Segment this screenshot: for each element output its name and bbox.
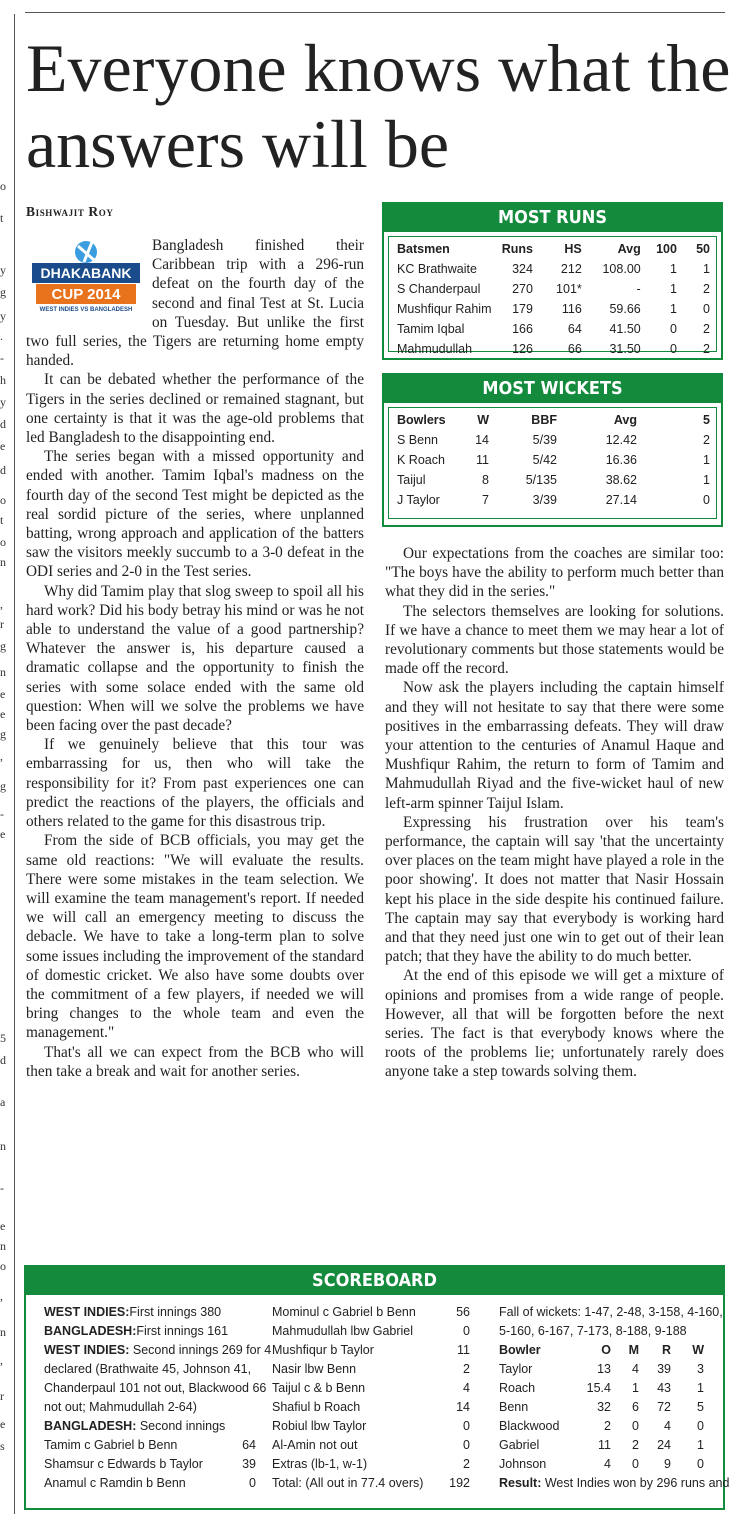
table-row — [397, 450, 710, 470]
batsman-runs: 14 — [456, 1400, 470, 1414]
article-column-1 — [26, 236, 364, 1081]
batsman-dismissal: Mushfiqur b Taylor — [272, 1343, 374, 1357]
bowling-figure: 4 — [664, 1419, 671, 1433]
margin-fragment: g — [0, 779, 6, 793]
margin-fragment: e — [0, 827, 6, 841]
batting-row — [272, 1360, 470, 1379]
bowling-figure: 3 — [697, 1362, 704, 1376]
table-cell: 11 — [476, 453, 489, 467]
batting-row — [272, 1379, 470, 1398]
margin-fragment: - — [0, 351, 4, 365]
batsman-dismissal: Anamul c Ramdin b Benn — [44, 1476, 186, 1490]
batsman-dismissal: Taijul c & b Benn — [272, 1381, 366, 1395]
table-cell: 166 — [512, 322, 533, 336]
table-cell: 179 — [512, 302, 533, 316]
table-cell: 38.62 — [605, 473, 637, 487]
table-cell: Taijul — [397, 473, 426, 487]
column-header: Avg — [613, 413, 637, 427]
margin-fragment: d — [0, 417, 6, 431]
bowling-figure: 0 — [632, 1419, 639, 1433]
margin-fragment: e — [0, 707, 6, 721]
table-cell: 1 — [669, 282, 677, 296]
table-cell: 16.36 — [605, 453, 637, 467]
bowling-figure: 0 — [697, 1457, 704, 1471]
table-cell: S Chanderpaul — [397, 282, 481, 296]
batsman-dismissal: Tamim c Gabriel b Benn — [44, 1438, 178, 1452]
margin-fragment: , — [0, 1353, 3, 1367]
batting-row — [272, 1436, 470, 1455]
dhaka-bank-cup-logo — [26, 236, 146, 320]
article-paragraph: Bangladesh finished their Caribbean trip with a 296-run defeat on the fourth day of the second and final Test at St. Lucia on Tuesday. But unlike the first two full series, the Tigers are returning home empty handed. — [26, 237, 364, 370]
bowler-name: Benn — [499, 1400, 529, 1414]
ban-first-innings: BANGLADESH:First innings 161 — [44, 1324, 229, 1338]
batsman-runs: 56 — [456, 1305, 470, 1319]
margin-fragment: r — [0, 1389, 4, 1403]
batting-row — [272, 1341, 470, 1360]
bowling-row — [499, 1379, 705, 1398]
table-cell: 64 — [567, 322, 582, 336]
bowling-figure: 32 — [597, 1400, 611, 1414]
table-cell: S Benn — [397, 433, 439, 447]
margin-fragment: n — [0, 1325, 6, 1339]
bowling-figure: M — [628, 1343, 639, 1357]
batsman-dismissal: Total: (All out in 77.4 overs) — [272, 1476, 424, 1490]
table-cell: Tamim Iqbal — [397, 322, 465, 336]
table-cell: 1 — [669, 262, 677, 276]
margin-fragment: , — [0, 597, 3, 611]
article-column-2 — [385, 544, 724, 1082]
bowling-figure: 0 — [632, 1457, 639, 1471]
scoreboard-box — [24, 1265, 730, 1510]
table-cell: Mahmudullah — [397, 342, 473, 356]
batting-row — [272, 1417, 470, 1436]
batsman-runs: 64 — [242, 1438, 256, 1452]
byline: Bishwajit Roy — [26, 204, 114, 219]
table-cell: 2 — [703, 282, 710, 296]
batsman-runs: 0 — [463, 1438, 470, 1452]
batting-row — [272, 1322, 470, 1341]
table-cell: 59.66 — [609, 302, 641, 316]
margin-fragment: g — [0, 727, 6, 741]
table-cell: - — [636, 282, 641, 296]
margin-fragment: . — [0, 329, 3, 343]
wi-first-innings: WEST INDIES:First innings 380 — [44, 1305, 222, 1319]
most-wickets-title: MOST WICKETS — [384, 375, 721, 403]
bowling-figure: W — [692, 1343, 704, 1357]
margin-fragment: d — [0, 1053, 6, 1067]
margin-fragment: n — [0, 555, 6, 569]
most-wickets-table — [397, 410, 710, 510]
table-row — [397, 319, 710, 339]
margin-fragment: s — [0, 1439, 5, 1453]
scoreboard-title: SCOREBOARD — [26, 1267, 723, 1295]
batting-row — [44, 1436, 256, 1455]
most-runs-title: MOST RUNS — [384, 204, 721, 232]
batsman-runs: 0 — [463, 1419, 470, 1433]
scoreboard-bowling — [499, 1303, 730, 1493]
table-cell: 324 — [512, 262, 533, 276]
table-cell: 1 — [703, 473, 710, 487]
table-cell: J Taylor — [397, 493, 440, 507]
column-header: Bowlers — [397, 413, 446, 427]
bowling-row — [499, 1398, 705, 1417]
table-cell: 0 — [669, 342, 677, 356]
table-cell: 2 — [703, 342, 710, 356]
margin-fragment: o — [0, 1259, 6, 1273]
bowling-figure: 4 — [604, 1457, 611, 1471]
wi-second-innings: WEST INDIES: Second innings 269 for 4 — [44, 1343, 272, 1357]
fall-of-wickets: 5-160, 6-167, 7-173, 8-188, 9-188 — [499, 1324, 687, 1338]
margin-fragment: n — [0, 665, 6, 679]
margin-fragment: g — [0, 285, 6, 299]
margin-fragment: e — [0, 1417, 6, 1431]
bowling-figure: 11 — [598, 1438, 611, 1452]
bowling-figure: 5 — [697, 1400, 704, 1414]
bowling-figure: 2 — [632, 1438, 639, 1452]
margin-fragment: a — [0, 1095, 6, 1109]
margin-fragment: - — [0, 807, 4, 821]
margin-fragment: y — [0, 309, 6, 323]
batsman-runs: 2 — [463, 1457, 470, 1471]
column-header: Batsmen — [397, 242, 450, 256]
logo-brand: DHAKABANK — [40, 265, 132, 281]
bowling-figure: 0 — [697, 1419, 704, 1433]
bowling-figure: 43 — [657, 1381, 671, 1395]
table-cell: 1 — [669, 302, 677, 316]
column-header: 100 — [656, 242, 677, 256]
article-paragraph: Now ask the players including the captain himself and they will not hesitate to say that there were some positives in the embarrassing defeats. They will draw your attention to the centuries of Anamul Haque and Mushfiqur Rahim, the return to form of Tamim and Mahmudullah Riyad and the five-wicket haul of new left-arm spinner Taijul Islam. — [385, 679, 724, 812]
margin-fragment: o — [0, 535, 6, 549]
table-cell: KC Brathwaite — [397, 262, 477, 276]
article-paragraph: The selectors themselves are looking for solutions. If we have a chance to meet them we may hear a lot of revolutionary comments but those statements would be made off the record. — [385, 602, 724, 678]
batsman-runs: 11 — [457, 1343, 470, 1357]
table-row — [397, 259, 710, 279]
batting-row — [272, 1398, 470, 1417]
table-cell: 41.50 — [609, 322, 641, 336]
batting-row — [272, 1455, 470, 1474]
column-header: W — [477, 413, 489, 427]
margin-fragment: r — [0, 617, 4, 631]
bowling-figure: 2 — [604, 1419, 611, 1433]
column-header: HS — [564, 242, 582, 256]
batsman-dismissal: Nasir lbw Benn — [272, 1362, 357, 1376]
wi-second-detail: declared (Brathwaite 45, Johnson 41, — [44, 1362, 252, 1376]
table-cell: 116 — [561, 302, 582, 316]
margin-fragment: e — [0, 687, 6, 701]
scoreboard-innings — [44, 1303, 272, 1493]
column-rule — [14, 14, 15, 1514]
table-cell: 212 — [560, 262, 582, 276]
table-cell: 270 — [512, 282, 533, 296]
table-cell: 101* — [556, 282, 582, 296]
batsman-dismissal: Mahmudullah lbw Gabriel — [272, 1324, 414, 1338]
bowling-row — [499, 1360, 705, 1379]
table-cell: 0 — [703, 493, 710, 507]
margin-fragment: e — [0, 439, 6, 453]
batsman-runs: 192 — [449, 1476, 470, 1490]
table-cell: 8 — [482, 473, 489, 487]
batsman-runs: 39 — [242, 1457, 256, 1471]
table-cell: 14 — [475, 433, 489, 447]
table-cell: 108.00 — [602, 262, 641, 276]
batsman-dismissal: Extras (lb-1, w-1) — [272, 1457, 368, 1471]
batting-row — [272, 1303, 470, 1322]
wi-second-detail: Chanderpaul 101 not out, Blackwood 66 — [44, 1381, 267, 1395]
scoreboard-batting — [272, 1303, 470, 1493]
bowler-name: Gabriel — [499, 1438, 540, 1452]
batsman-runs: 4 — [463, 1381, 470, 1395]
table-cell: 126 — [512, 342, 533, 356]
table-cell: K Roach — [397, 453, 445, 467]
match-result: Result: West Indies won by 296 runs and — [499, 1476, 730, 1490]
table-row — [397, 470, 710, 490]
margin-fragment: o — [0, 493, 6, 507]
bowling-figure: 1 — [697, 1381, 704, 1395]
table-row — [397, 339, 710, 359]
table-cell: 1 — [703, 262, 710, 276]
table-row — [397, 430, 710, 450]
margin-fragment: h — [0, 373, 6, 387]
margin-fragment: d — [0, 463, 6, 477]
bowling-figure: 1 — [697, 1438, 704, 1452]
ban-second-innings: BANGLADESH: Second innings — [44, 1419, 226, 1433]
table-row — [397, 490, 710, 510]
bowling-figure: 9 — [664, 1457, 671, 1471]
column-header: 50 — [696, 242, 710, 256]
table-cell: 2 — [703, 322, 710, 336]
margin-fragment: g — [0, 639, 6, 653]
margin-fragment: t — [0, 513, 4, 527]
most-wickets-box — [382, 373, 723, 527]
margin-fragment: e — [0, 1219, 6, 1233]
top-rule — [25, 12, 725, 13]
table-cell: 5/39 — [532, 433, 557, 447]
table-cell: 5/135 — [525, 473, 557, 487]
bowling-figure: O — [601, 1343, 611, 1357]
bowling-figure: 39 — [657, 1362, 671, 1376]
headline: Everyone knows what the answers will be — [26, 30, 731, 183]
table-cell: 12.42 — [605, 433, 637, 447]
article-paragraph: If we genuinely believe that this tour was embarrassing for us, then who will take the responsibility for it? From past experiences one can predict the reactions of the players, the officials and others related to the game for this disastrous trip. — [26, 736, 364, 831]
margin-fragment: , — [0, 1289, 3, 1303]
batting-row — [272, 1474, 470, 1493]
batsman-runs: 0 — [249, 1476, 256, 1490]
logo-caption: WEST INDIES VS BANGLADESH — [39, 306, 133, 313]
column-header: 5 — [703, 413, 710, 427]
column-header: Runs — [501, 242, 533, 256]
most-runs-table — [397, 239, 710, 359]
margin-fragment: y — [0, 263, 6, 277]
bowling-row — [499, 1417, 705, 1436]
batsman-runs: 0 — [463, 1324, 470, 1338]
table-cell: 27.14 — [605, 493, 637, 507]
batsman-runs: 2 — [463, 1362, 470, 1376]
logo-cup: CUP 2014 — [51, 286, 121, 303]
margin-fragment: 5 — [0, 1031, 6, 1045]
bowler-name: Bowler — [499, 1343, 541, 1357]
article-paragraph: From the side of BCB officials, you may get the same old reactions: "We will evaluate the results. There were some mistakes in the team selection. We will examine the team management's report. If needed we will call an emergency meeting to discuss the debacle. We have to take a long-term plan to solve some issues including the improvement of the standard of domestic cricket. We also have some doubts over the commitment of a few players, if needed we will bring changes to the whole team and even the management." — [26, 832, 364, 1042]
batsman-dismissal: Shafiul b Roach — [272, 1400, 361, 1414]
table-cell: Mushfiqur Rahim — [397, 302, 492, 316]
margin-fragment: y — [0, 395, 6, 409]
wi-second-detail: not out; Mahmudullah 2-64) — [44, 1400, 197, 1414]
bowling-row — [499, 1436, 705, 1455]
table-row — [397, 279, 710, 299]
bowling-figure: 1 — [632, 1381, 639, 1395]
article-paragraph: Our expectations from the coaches are similar too: "The boys have the ability to perform much better than what they did in the series." — [385, 545, 724, 601]
bowling-row — [499, 1341, 705, 1360]
most-runs-box — [382, 202, 723, 360]
bowler-name: Taylor — [499, 1362, 533, 1376]
bowler-name: Roach — [499, 1381, 536, 1395]
bowler-name: Johnson — [499, 1457, 547, 1471]
margin-fragment: t — [0, 211, 4, 225]
table-cell: 0 — [669, 322, 677, 336]
table-cell: 31.50 — [609, 342, 641, 356]
article-paragraph: At the end of this episode we will get a mixture of opinions and promises from a wide range of people. However, all that will be forgotten before the next series. The fact is that everybody knows where the roots of the problems lie; unfortunately rarely does anyone take a step towards solving them. — [385, 967, 724, 1081]
margin-fragment: - — [0, 1181, 4, 1195]
margin-fragment: n — [0, 1139, 6, 1153]
bowling-figure: 13 — [597, 1362, 611, 1376]
batsman-dismissal: Shamsur c Edwards b Taylor — [44, 1457, 203, 1471]
margin-fragment: n — [0, 1239, 6, 1253]
batsman-dismissal: Al-Amin not out — [272, 1438, 358, 1452]
table-row — [397, 299, 710, 319]
bowler-name: Blackwood — [499, 1419, 560, 1433]
bowling-figure: 15.4 — [586, 1381, 611, 1395]
bowling-figure: 6 — [632, 1400, 639, 1414]
bowling-figure: 24 — [657, 1438, 671, 1452]
table-cell: 66 — [567, 342, 582, 356]
article-paragraph: Why did Tamim play that slog sweep to spoil all his hard work? Did his body betray his mind or was he not able to understand the value of a good partnership? Whatever the answer is, his departure caused a dramatic collapse and the opportunity to finish the series with some solace ended with the same old question: When will we solve the problems we have been facing over the past decade? — [26, 582, 364, 735]
bowling-figure: 72 — [657, 1400, 671, 1414]
table-cell: 1 — [703, 453, 710, 467]
batsman-dismissal: Mominul c Gabriel b Benn — [272, 1305, 416, 1319]
article-paragraph: It can be debated whether the performance of the Tigers in the series declined or remained stagnant, but one certainty is that it was the age-old problems that led Bangladesh to the disappointing end. — [26, 371, 364, 447]
table-cell: 7 — [482, 493, 489, 507]
table-cell: 2 — [703, 433, 710, 447]
batsman-dismissal: Robiul lbw Taylor — [272, 1419, 367, 1433]
bowling-figure: R — [661, 1343, 671, 1357]
column-header: BBF — [531, 413, 557, 427]
batting-row — [44, 1455, 256, 1474]
margin-fragment: o — [0, 179, 6, 193]
table-cell: 0 — [703, 302, 710, 316]
column-header: Avg — [617, 242, 641, 256]
article-paragraph: That's all we can expect from the BCB who will then take a break and wait for another series. — [26, 1043, 364, 1080]
fall-of-wickets: Fall of wickets: 1-47, 2-48, 3-158, 4-160, — [499, 1305, 723, 1319]
article-paragraph: Expressing his frustration over his team's performance, the captain will say 'that the uncertainty over places on the team might have played a role in the poor showing'. It does not matter that Nasir Hossain kept his place in the side despite his continued failure. The captain may say that everybody is working hard and that they need just one win to get out of their lean patch; that they have the ability to do much better. — [385, 813, 724, 966]
bowling-row — [499, 1455, 705, 1474]
table-cell: 3/39 — [532, 493, 557, 507]
article-paragraph: The series began with a missed opportunity and ended with another. Tamim Iqbal's madness on the fourth day of the second Test might be depicted as the real sordid picture of the series, where unplanned batting, wrong approach and application of the batters saw the visitors meekly succumb to a 3-0 defeat in the ODI series and 2-0 in the Test series. — [26, 448, 364, 581]
bowling-figure: 4 — [632, 1362, 639, 1376]
margin-fragment: , — [0, 749, 3, 763]
table-cell: 5/42 — [532, 453, 557, 467]
batting-row — [44, 1474, 256, 1493]
